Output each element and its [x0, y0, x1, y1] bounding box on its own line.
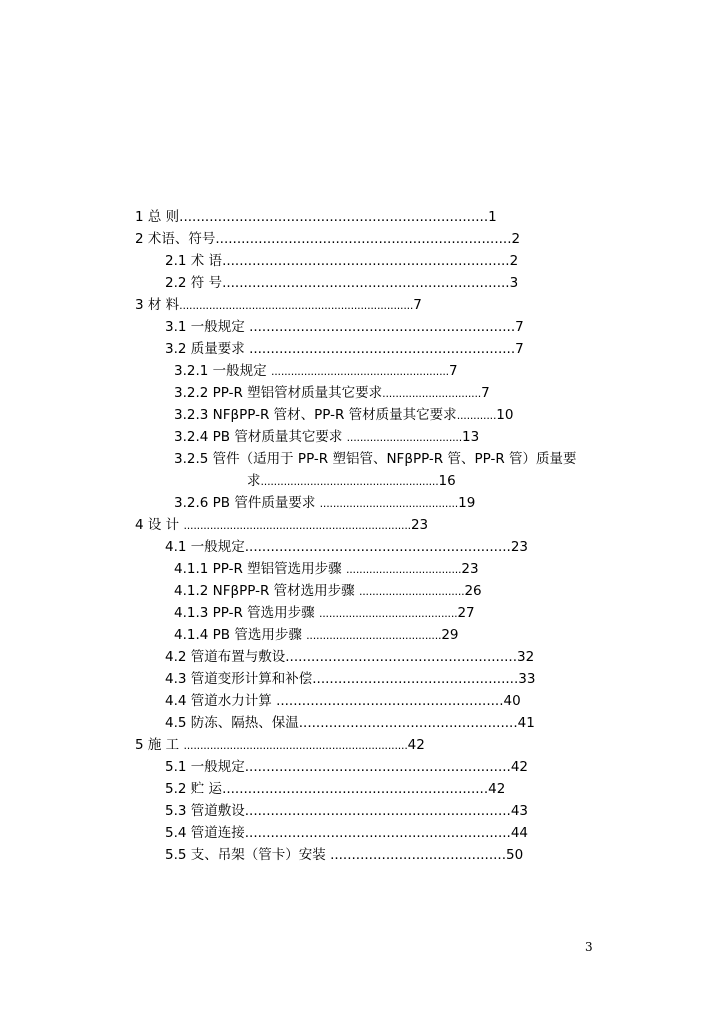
toc-entry-leader: ...................................................... — [270, 365, 449, 378]
toc-entry-page: 42 — [488, 781, 506, 797]
toc-entry-5-2[interactable] — [165, 778, 505, 800]
toc-entry-title: 3.2.6 PB 管件质量要求 — [174, 495, 320, 511]
toc-entry-title: 2 术语、符号 — [135, 231, 216, 247]
toc-entry-page: 42 — [510, 759, 529, 775]
toc-entry-page: 13 — [462, 429, 480, 445]
toc-entry-2[interactable] — [135, 228, 520, 250]
page-number: 3 — [585, 940, 593, 954]
toc-entry-leader: .......................................... — [318, 607, 458, 620]
toc-entry-leader: ................................... — [345, 563, 462, 576]
toc-entry-4-1[interactable] — [165, 536, 528, 558]
toc-entry-1[interactable] — [135, 206, 497, 228]
toc-entry-4-1-1[interactable] — [174, 558, 479, 580]
toc-entry-title: 4.1.4 PB 管选用步骤 — [174, 627, 307, 643]
toc-entry-leader: ................................ — [358, 585, 465, 598]
toc-entry-4-1-2[interactable] — [174, 580, 482, 602]
toc-entry-page: 2 — [511, 231, 521, 247]
toc-entry-leader: .............................................................. — [244, 539, 511, 555]
toc-entry-leader: ..................................................................... — [183, 519, 411, 532]
toc-entry-leader: ............ — [456, 409, 497, 422]
toc-entry-3-1[interactable] — [165, 316, 524, 338]
toc-entry-page: 16 — [438, 473, 456, 489]
toc-entry-leader: ...................................................... — [285, 649, 517, 665]
toc-entry-title: 5.1 一般规定 — [165, 759, 245, 775]
toc-entry-page: 42 — [407, 737, 425, 753]
toc-entry-leader: .............................................................. — [249, 319, 516, 335]
toc-entry-title: 4.5 防冻、隔热、保温 — [165, 715, 299, 731]
toc-entry-5-4[interactable] — [165, 822, 528, 844]
toc-entry-title: 4.1.2 NFβPP-R 管材选用步骤 — [174, 583, 359, 599]
toc-entry-leader: ........................................................................ — [179, 209, 489, 225]
toc-entry-3-2[interactable] — [165, 338, 524, 360]
toc-entry-title: 3.2.2 PP-R 塑铝管材质量其它要求 — [174, 385, 383, 401]
toc-entry-page: 3 — [509, 275, 519, 291]
toc-entry-leader: .............................................................. — [249, 341, 516, 357]
toc-entry-3-2-4[interactable] — [174, 426, 479, 448]
toc-entry-2-2[interactable] — [165, 272, 518, 294]
toc-entry-title: 3.2.1 一般规定 — [174, 363, 271, 379]
toc-entry-page: 26 — [464, 583, 482, 599]
toc-entry-leader: ................................................... — [298, 715, 518, 731]
toc-entry-leader: ................................... — [346, 431, 463, 444]
toc-entry-leader: ...................................................... — [260, 475, 439, 488]
toc-entry-page: 27 — [457, 605, 475, 621]
toc-entry-title: 3.2.5 管件（适用于 PP-R 塑铝管、NFβPP-R 管、PP-R 管）质量要 — [174, 451, 577, 467]
toc-entry-4-1-3[interactable] — [174, 602, 475, 624]
toc-entry-page: 41 — [517, 715, 535, 731]
toc-entry-leader: ................................................................... — [222, 275, 510, 291]
toc-entry-page: 29 — [441, 627, 459, 643]
toc-entry-leader: ......................................... — [330, 847, 507, 863]
toc-entry-title: 2.2 符 号 — [165, 275, 223, 291]
toc-entry-title: 5.2 贮 运 — [165, 781, 223, 797]
toc-entry-page: 33 — [518, 671, 536, 687]
toc-entry-title: 5.3 管道敷设 — [165, 803, 245, 819]
toc-entry-page: 1 — [488, 209, 497, 225]
toc-entry-leader: ................................................................... — [222, 253, 510, 269]
toc-entry-5-1[interactable] — [165, 756, 528, 778]
toc-entry-title: 5 施 工 — [135, 737, 184, 753]
toc-entry-3-2-2[interactable] — [174, 382, 490, 404]
toc-entry-4-3[interactable] — [165, 668, 535, 690]
toc-entry-3-2-6[interactable] — [174, 492, 475, 514]
toc-entry-4-1-4[interactable] — [174, 624, 459, 646]
toc-entry-3[interactable] — [135, 294, 422, 316]
toc-entry-page: 7 — [481, 385, 490, 401]
toc-entry-page: 44 — [510, 825, 529, 841]
toc-entry-title: 3 材 料 — [135, 297, 180, 313]
toc-entry-title: 4.3 管道变形计算和补偿 — [165, 671, 313, 687]
toc-entry-leader: ..................................................................... — [215, 231, 512, 247]
toc-entry-title: 4.4 管道水力计算 — [165, 693, 277, 709]
toc-entry-leader: .............................................................. — [222, 781, 489, 797]
toc-entry-5[interactable] — [135, 734, 425, 756]
toc-entry-page: 19 — [458, 495, 476, 511]
toc-entry-leader: .............................................................. — [244, 825, 511, 841]
toc-entry-leader: ....................................................................... — [179, 299, 414, 312]
toc-entry-page: 23 — [410, 517, 429, 533]
toc-entry-3-2-5-cont[interactable] — [247, 470, 456, 492]
toc-entry-page: 32 — [517, 649, 535, 665]
toc-entry-4[interactable] — [135, 514, 428, 536]
toc-entry-leader: .......................................... — [319, 497, 459, 510]
toc-entry-3-2-3[interactable] — [174, 404, 513, 426]
toc-entry-page: 10 — [496, 407, 514, 423]
toc-entry-title: 4 设 计 — [135, 517, 184, 533]
toc-entry-title: 1 总 则 — [135, 209, 180, 225]
toc-entry-page: 40 — [503, 693, 521, 709]
toc-entry-title: 4.1.3 PP-R 管选用步骤 — [174, 605, 319, 621]
toc-entry-page: 23 — [461, 561, 479, 577]
toc-entry-leader: .................................................................... — [183, 739, 408, 752]
toc-entry-leader: .............................. — [382, 387, 482, 400]
toc-entry-title: 4.1 一般规定 — [165, 539, 245, 555]
toc-entry-leader: .............................................................. — [244, 759, 511, 775]
toc-entry-leader: ......................................... — [306, 629, 442, 642]
toc-entry-2-1[interactable] — [165, 250, 518, 272]
toc-entry-title: 4.1.1 PP-R 塑铝管选用步骤 — [174, 561, 346, 577]
toc-entry-title: 4.2 管道布置与敷设 — [165, 649, 286, 665]
toc-entry-4-4[interactable] — [165, 690, 521, 712]
toc-entry-title: 求 — [247, 473, 261, 489]
toc-entry-page: 7 — [413, 297, 422, 313]
toc-entry-title: 5.5 支、吊架（管卡）安装 — [165, 847, 331, 863]
toc-entry-page: 23 — [510, 539, 529, 555]
toc-entry-page: 50 — [506, 847, 524, 863]
toc-entry-title: 5.4 管道连接 — [165, 825, 245, 841]
toc-entry-leader: ................................................ — [312, 671, 519, 687]
toc-entry-page: 2 — [509, 253, 519, 269]
toc-entry-title: 2.1 术 语 — [165, 253, 223, 269]
toc-entry-page: 7 — [515, 341, 524, 357]
toc-entry-leader: .............................................................. — [244, 803, 511, 819]
toc-entry-title: 3.2.4 PB 管材质量其它要求 — [174, 429, 347, 445]
toc-entry-page: 7 — [448, 363, 458, 379]
toc-entry-3-2-1[interactable] — [174, 360, 458, 382]
toc-entry-5-5[interactable] — [165, 844, 523, 866]
toc-entry-page: 43 — [510, 803, 529, 819]
toc-entry-3-2-5[interactable] — [174, 448, 577, 470]
toc-entry-title: 3.2 质量要求 — [165, 341, 250, 357]
toc-entry-4-2[interactable] — [165, 646, 534, 668]
toc-entry-title: 3.1 一般规定 — [165, 319, 250, 335]
toc-entry-title: 3.2.3 NFβPP-R 管材、PP-R 管材质量其它要求 — [174, 407, 457, 423]
toc-entry-5-3[interactable] — [165, 800, 528, 822]
toc-entry-4-5[interactable] — [165, 712, 535, 734]
toc-entry-leader: ..................................................... — [276, 693, 504, 709]
toc-entry-page: 7 — [515, 319, 524, 335]
